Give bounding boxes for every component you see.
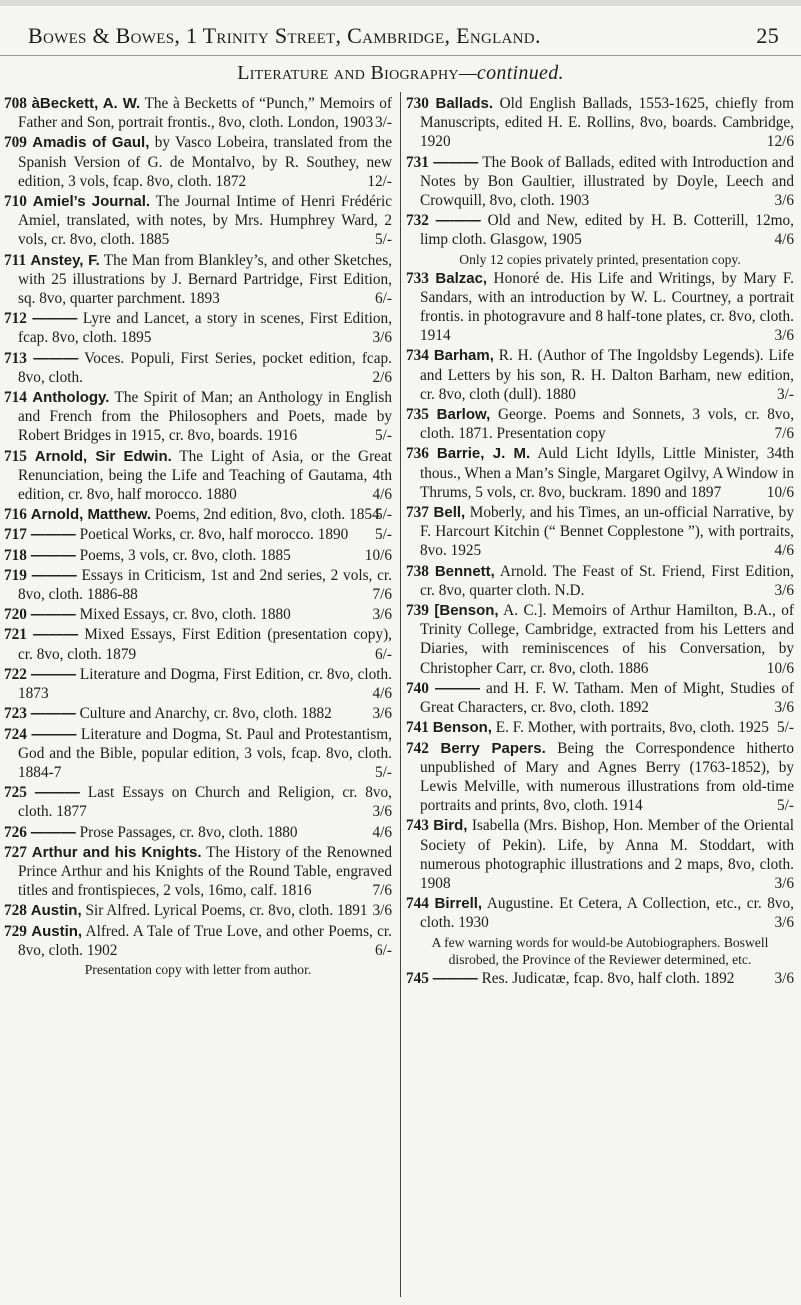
entry-description: Prose Passages, cr. 8vo, cloth. 1880 (79, 823, 298, 841)
entry-price: 3/6 (774, 699, 794, 717)
entry-price: 3/6 (372, 902, 392, 920)
entry-heading: ——— (30, 665, 76, 683)
entry-description: George. Poems and Sonnets, 3 vols, cr. 8vo, cloth. 1871. Presentation copy (420, 406, 795, 443)
lot-number: 741 (406, 719, 429, 737)
entry-heading: Balzac, (435, 269, 488, 287)
entry-description: Lyre and Lancet, a story in scenes, First Edition, fcap. 8vo, cloth. 1895 (18, 310, 393, 347)
entry-description: The Book of Ballads, edited with Introduction and Notes by Bon Gaultier, illustrated by Doyle, Leech and Crowquill, 8vo, cloth. 1903 (420, 153, 794, 210)
entry-heading: ——— (435, 679, 480, 697)
lot-number: 736 (406, 445, 429, 463)
entry-note: Only 12 copies privately printed, presentation copy. (459, 251, 741, 267)
entry-heading: ——— (30, 705, 76, 723)
entry-price: 7/6 (372, 882, 392, 900)
entry-heading: ——— (435, 212, 481, 230)
entry-heading: Barlow, (436, 406, 491, 424)
entry-price: 2/6 (372, 368, 392, 386)
entry-price: 4/6 (774, 542, 794, 560)
lot-number: 738 (406, 562, 429, 580)
entry-heading: Amadis of Gaul, (32, 134, 150, 152)
entry-description: Poems, 2nd edition, 8vo, cloth. 1854 (154, 506, 380, 524)
catalogue-entry (4, 665, 392, 703)
lot-number: 716 (4, 506, 27, 524)
entry-description: Poetical Works, cr. 8vo, half morocco. 1890 (79, 526, 349, 544)
entry-heading: ——— (432, 969, 478, 987)
entry-description: The History of the Renowned Prince Arthur and his Knights of the Round Table, engraved titles and frontispieces, 2 vols, 16mo, calf. 1816 (18, 843, 392, 900)
header-rule (0, 55, 801, 56)
entry-description: Auld Licht Idylls, Little Minister, 34th thous., When a Man’s Single, Margaret Ogilvy, A Window in Thrums, 5 vols, cr. 8vo, buckram. 1890 and 1897 (420, 445, 794, 501)
lot-number: 708 (4, 95, 27, 112)
catalogue-entry (406, 153, 794, 211)
catalogue-entry (4, 525, 392, 544)
lot-number: 735 (406, 406, 429, 424)
entry-price: 6/- (375, 290, 392, 308)
entry-description: The Light of Asia, or the Great Renunciation, being the Life and Teaching of Gautama, 4th edition, cr. 8vo, half morocco. 1880 (18, 447, 392, 504)
catalogue-entry (4, 505, 392, 524)
lot-number: 730 (406, 95, 429, 112)
entry-description: Res. Judicatæ, fcap. 8vo, half cloth. 1892 (481, 969, 735, 987)
entry-heading: Arthur and his Knights. (31, 843, 202, 861)
entry-price: 10/6 (364, 546, 392, 564)
entry-description: Honoré de. His Life and Writings, by Mary F. Sandars, with an introduction by W. L. Courtney, a portrait frontis. in photogravure and 8 half-tone plates, cr. 8vo, cloth. 1914 (420, 269, 794, 345)
catalogue-entry (406, 562, 794, 600)
top-edge-band (0, 0, 801, 6)
entry-description: Mixed Essays, cr. 8vo, cloth. 1880 (79, 606, 291, 624)
page-header (0, 21, 801, 51)
entry-price: 5/- (375, 763, 392, 781)
entry-description: Isabella (Mrs. Bishop, Hon. Member of the Oriental Society of Pekin). Life, by Anna M. Stoddart, with numerous photographic illustrations and 2 maps, 8vo, cloth. 1908 (420, 817, 794, 892)
entry-description: Alfred. A Tale of True Love, and other Poems, cr. 8vo, cloth. 1902 (18, 922, 392, 959)
lot-number: 715 (4, 447, 27, 465)
entry-description: Mixed Essays, First Edition (presentation copy), cr. 8vo, cloth. 1879 (18, 626, 393, 663)
lot-number: 728 (4, 902, 27, 920)
entry-heading: Bennett, (434, 562, 495, 580)
entry-heading: ——— (31, 566, 77, 584)
lot-number: 711 (4, 251, 27, 269)
entry-price: 3/6 (774, 874, 794, 892)
entry-heading: Barrie, J. M. (436, 445, 531, 463)
entry-price: 3/- (375, 114, 392, 132)
entry-price: 6/- (375, 645, 392, 663)
entry-description: The Man from Blankley’s, and other Sketches, with 25 illustrations by J. Bernard Partridge, First Edition, sq. 8vo, quarter parchment. 1893 (18, 251, 392, 308)
entry-description: E. F. Mother, with portraits, 8vo, cloth. 1925 (495, 719, 769, 737)
entry-price: 12/- (367, 172, 392, 190)
column-divider (400, 92, 401, 1297)
entry-price: 3/6 (774, 969, 794, 987)
entry-description: Last Essays on Church and Religion, cr. 8vo, cloth. 1877 (18, 784, 393, 821)
catalogue-entry (4, 823, 392, 842)
entry-price: 7/6 (372, 586, 392, 604)
catalogue-entry (4, 566, 392, 604)
entry-price: 7/6 (774, 425, 794, 443)
entry-heading: ——— (33, 349, 79, 367)
catalogue-entry (4, 546, 392, 565)
lot-number: 714 (4, 389, 27, 407)
entry-heading: ——— (34, 784, 80, 802)
entry-heading: ——— (30, 606, 76, 624)
lot-number: 731 (406, 153, 429, 171)
entry-heading: Amiel’s Journal. (32, 193, 151, 211)
lot-number: 745 (406, 969, 429, 987)
entry-heading: Benson, (432, 719, 492, 737)
catalogue-entry (4, 133, 392, 191)
catalogue-entry (406, 739, 794, 816)
left-column (4, 94, 392, 979)
lot-number: 732 (406, 212, 429, 230)
catalogue-entry (4, 251, 392, 309)
catalogue-entry (4, 922, 392, 960)
entry-heading: Anstey, F. (30, 251, 100, 269)
entry-heading: Arnold, Sir Edwin. (34, 447, 172, 465)
catalogue-entry (4, 843, 392, 901)
entry-description: The Journal Intime of Henri Frédéric Amiel, translated, with notes, by Mrs. Humphrey Ward, 2 vols, cr. 8vo, cloth. 1885 (18, 193, 392, 249)
entry-heading: Barham, (433, 347, 494, 365)
lot-number: 733 (406, 269, 429, 287)
catalogue-entry (406, 346, 794, 404)
entry-price: 3/- (777, 385, 794, 403)
entry-heading: Bell, (433, 504, 466, 522)
entry-price: 5/- (777, 797, 794, 815)
entry-price: 3/6 (372, 705, 392, 723)
entry-price: 6/- (375, 941, 392, 959)
catalogue-entry (4, 388, 392, 446)
catalogue-entry (4, 704, 392, 723)
entry-price: 5/- (375, 506, 392, 524)
entry-price: 3/6 (774, 581, 794, 599)
catalogue-entry (406, 601, 794, 678)
catalogue-entry (4, 349, 392, 387)
entry-heading: Birrell, (434, 895, 483, 913)
lot-number: 722 (4, 665, 27, 683)
lot-number: 737 (406, 504, 429, 522)
entry-heading: ——— (30, 823, 76, 841)
lot-number: 717 (4, 526, 27, 544)
catalogue-entry (406, 405, 794, 443)
entry-price: 4/6 (372, 685, 392, 703)
catalogue-entry (4, 725, 392, 783)
catalogue-entry (406, 816, 794, 893)
catalogue-entry (4, 447, 392, 505)
entry-price: 3/6 (774, 327, 794, 345)
lot-number: 713 (4, 349, 27, 367)
entry-price: 12/6 (766, 133, 794, 151)
lot-number: 721 (4, 626, 27, 644)
entry-heading: ——— (31, 725, 77, 743)
catalogue-entry (406, 94, 794, 152)
lot-number: 729 (4, 922, 27, 940)
entry-price: 4/6 (372, 486, 392, 504)
lot-number: 739 (406, 602, 429, 620)
entry-price: 10/6 (766, 659, 794, 677)
entry-description: The à Becketts of “Punch,” Memoirs of Father and Son, portrait frontis., 8vo, cloth. London, 1903 (18, 95, 392, 132)
lot-number: 743 (406, 817, 429, 835)
entry-price: 10/6 (766, 483, 794, 501)
catalogue-entry (4, 625, 392, 663)
entry-note: A few warning words for would-be Autobiographers. Boswell disrobed, the Province of the Reviewer determined, etc. (431, 934, 769, 967)
entry-price: 5/- (375, 231, 392, 249)
catalogue-entry (406, 969, 794, 988)
entry-price: 5/- (777, 719, 794, 737)
entry-description: Essays in Criticism, 1st and 2nd series, 2 vols, cr. 8vo, cloth. 1886-88 (18, 566, 392, 604)
entry-price: 4/6 (372, 823, 392, 841)
lot-number: 723 (4, 705, 27, 723)
entry-description: A. C.]. Memoirs of Arthur Hamilton, B.A., of Trinity College, Cambridge, extracted from his Letters and Diaries, with reminiscences of his Conversation, by Christopher Carr, cr. 8vo, cloth. 1886 (420, 602, 794, 677)
catalogue-entry (4, 783, 392, 821)
entry-price: 4/6 (774, 231, 794, 249)
catalogue-entry (4, 94, 392, 132)
entry-price: 3/6 (372, 606, 392, 624)
section-title: Literature and Biography (237, 62, 459, 84)
entry-price: 3/6 (372, 329, 392, 347)
catalogue-entry (406, 894, 794, 932)
entry-heading: Bird, (433, 817, 468, 835)
catalogue-entry (406, 444, 794, 502)
entry-heading: ——— (30, 526, 76, 544)
entry-description: Old English Ballads, 1553-1625, chiefly from Manuscripts, edited H. E. Rollins, 8vo, boards. Cambridge, 1920 (420, 95, 794, 151)
page-number: 25 (756, 23, 779, 48)
section-heading (0, 62, 801, 85)
lot-number: 740 (406, 679, 429, 697)
lot-number: 742 (406, 739, 429, 757)
entry-heading: ——— (32, 310, 78, 328)
entry-heading: Ballads. (435, 95, 494, 112)
entry-price: 3/6 (774, 914, 794, 932)
lot-number: 719 (4, 566, 27, 584)
entry-description: Sir Alfred. Lyrical Poems, cr. 8vo, cloth. 1891 (85, 902, 368, 920)
entry-heading: [Benson, (434, 602, 499, 620)
entry-heading: Austin, (30, 902, 82, 920)
entry-description: Culture and Anarchy, cr. 8vo, cloth. 1882 (79, 705, 332, 723)
entry-description: Voces. Populi, First Series, pocket edition, fcap. 8vo, cloth. (18, 349, 392, 386)
entry-price: 5/- (375, 526, 392, 544)
lot-number: 709 (4, 134, 27, 152)
lot-number: 712 (4, 310, 27, 328)
entry-description: Literature and Dogma, First Edition, cr. 8vo, cloth. 1873 (18, 665, 392, 703)
entry-description: Being the Correspondence hitherto unpublished of Mary and Agnes Berry (1763-1852), by Lewis Melville, with numerous illustrations from old-time portraits and prints, 8vo, cloth. 1914 (420, 739, 795, 815)
lot-number: 710 (4, 193, 27, 211)
lot-number: 744 (406, 895, 429, 913)
entry-heading: àBeckett, A. W. (31, 95, 141, 112)
entry-heading: Austin, (31, 922, 83, 940)
entry-heading: ——— (30, 546, 76, 564)
entry-heading: Berry Papers. (440, 739, 546, 757)
catalogue-entry (406, 718, 794, 737)
lot-number: 725 (4, 784, 27, 802)
catalogue-entry (4, 192, 392, 250)
entry-description: The Spirit of Man; an Anthology in English and French from the Philosophers and Poets, made by Robert Bridges in 1915, cr. 8vo, boards. 1916 (18, 389, 392, 445)
catalogue-entry (4, 309, 392, 347)
entry-heading: Arnold, Matthew. (30, 506, 152, 524)
lot-number: 718 (4, 546, 27, 564)
entry-price: 5/- (375, 427, 392, 445)
entry-heading: ——— (433, 153, 479, 171)
catalogue-entry (406, 269, 794, 346)
right-column (406, 94, 794, 989)
catalogue-entry (4, 901, 392, 920)
entry-price: 3/6 (372, 803, 392, 821)
entry-description: R. H. (Author of The Ingoldsby Legends). Life and Letters by his son, R. H. Dalton Barham, new edition, cr. 8vo, cloth (dull). 1880 (420, 347, 794, 403)
lot-number: 726 (4, 823, 27, 841)
entry-heading: Anthology. (32, 389, 110, 407)
catalogue-entry (4, 605, 392, 624)
entry-description: Moberly, and his Times, an un-official Narrative, by F. Harcourt Kitchin (“ Bennet Copplestone ”), with portraits, 8vo. 1925 (420, 504, 794, 560)
entry-description: by Vasco Lobeira, translated from the Spanish Version of G. de Montalvo, by R. Southey, new edition, 3 vols, fcap. 8vo, cloth. 1872 (18, 134, 392, 190)
entry-description: Old and New, edited by H. B. Cotterill, 12mo, limp cloth. Glasgow, 1905 (420, 212, 794, 249)
entry-price: 3/6 (774, 192, 794, 210)
publisher-address: Bowes & Bowes, 1 Trinity Street, Cambridge, England. (28, 23, 541, 48)
entry-description: Literature and Dogma, St. Paul and Protestantism, God and the Bible, popular edition, 3 vols, fcap. 8vo, cloth. 1884-7 (18, 725, 393, 781)
lot-number: 724 (4, 725, 27, 743)
entry-description: and H. F. W. Tatham. Men of Might, Studies of Great Characters, cr. 8vo, cloth. 1892 (420, 679, 795, 717)
entry-description: Arnold. The Feast of St. Friend, First Edition, cr. 8vo, quarter cloth. N.D. (420, 562, 795, 599)
entry-description: Poems, 3 vols, cr. 8vo, cloth. 1885 (79, 546, 291, 564)
lot-number: 734 (406, 347, 429, 365)
lot-number: 727 (4, 843, 27, 861)
section-continued: —continued. (458, 62, 564, 84)
entry-heading: ——— (33, 626, 79, 644)
catalogue-entry (406, 679, 794, 717)
entry-description: Augustine. Et Cetera, A Collection, etc., cr. 8vo, cloth. 1930 (420, 895, 794, 932)
catalogue-entry (406, 211, 794, 249)
catalogue-entry (406, 503, 794, 561)
lot-number: 720 (4, 606, 27, 624)
entry-note: Presentation copy with letter from author. (84, 961, 312, 977)
